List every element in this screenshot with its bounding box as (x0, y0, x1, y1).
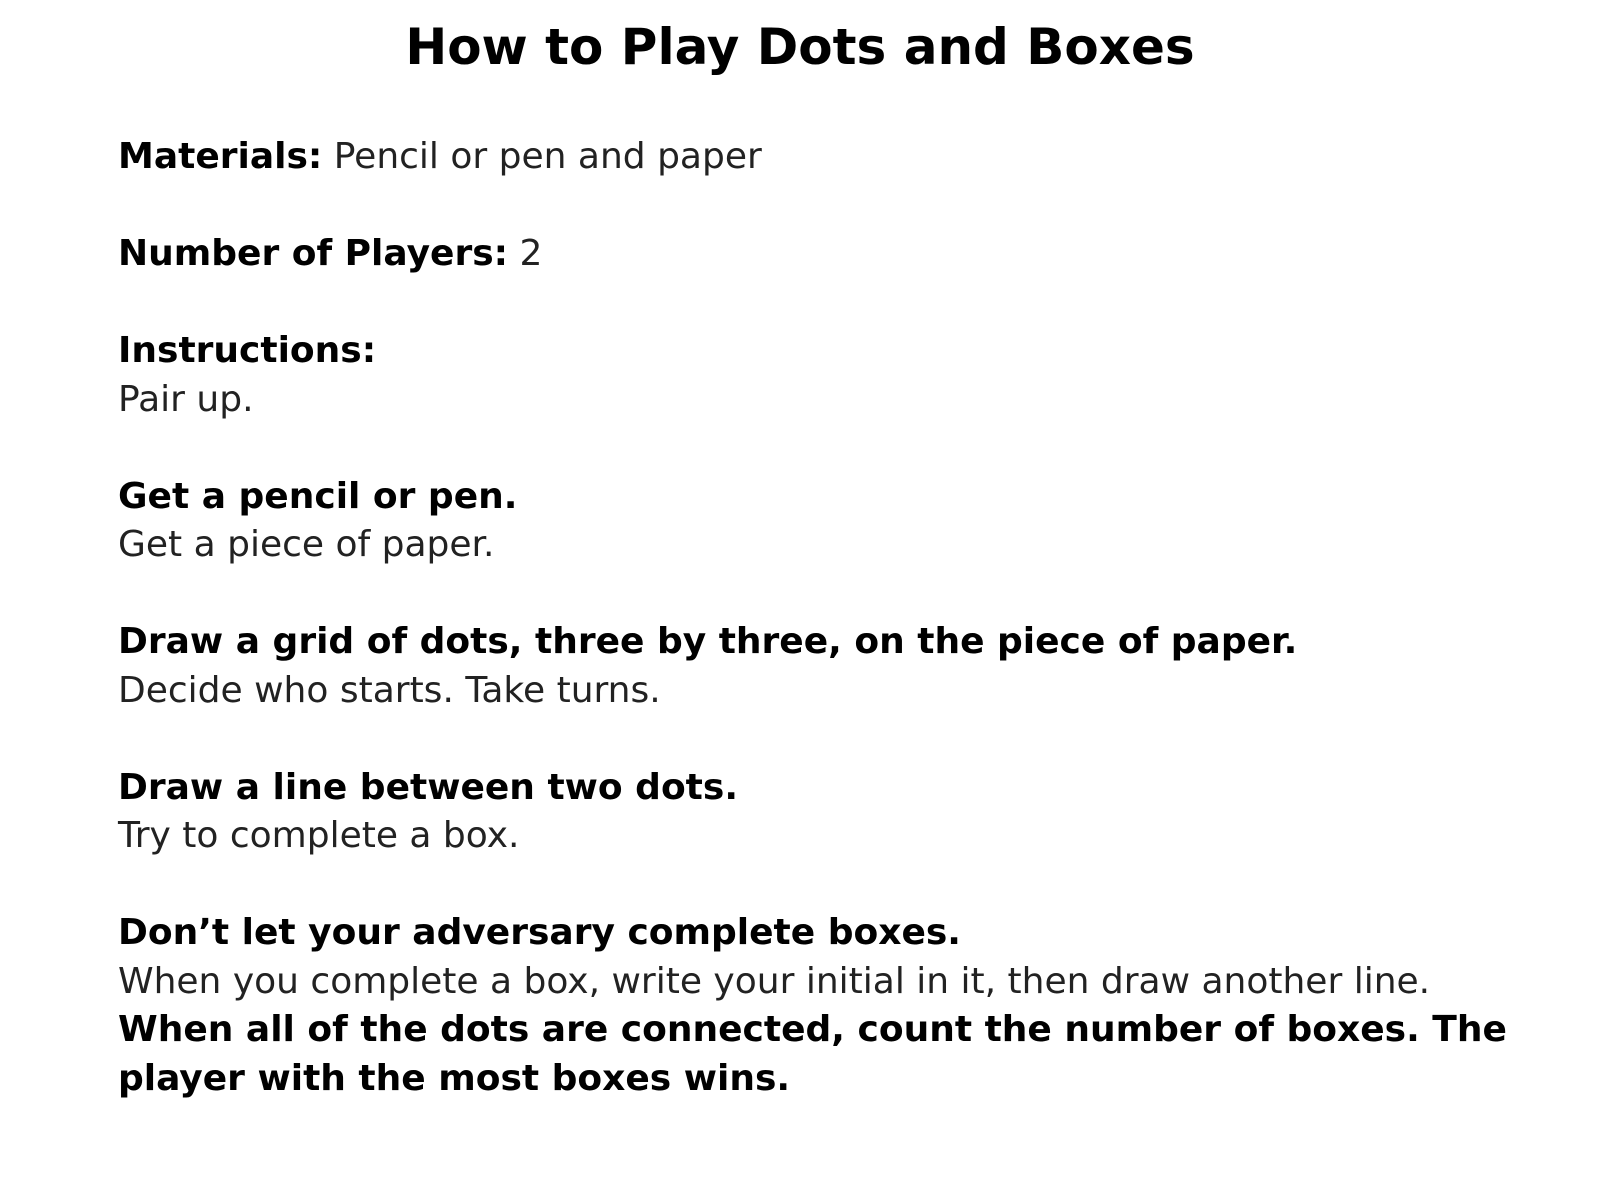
instruction-step: Don’t let your adversary complete boxes. (118, 912, 961, 953)
page-title: How to Play Dots and Boxes (405, 18, 1195, 76)
instruction-step: When all of the dots are connected, count the number of boxes. The player with the most boxes wins. (118, 1009, 1507, 1099)
players-line (118, 230, 1558, 279)
instructions-label: Instructions: (118, 330, 377, 371)
materials-value: Pencil or pen and paper (333, 136, 762, 177)
spacer (118, 570, 1558, 619)
spacer (118, 279, 1558, 328)
materials-label: Materials: (118, 136, 323, 177)
spacer (118, 715, 1558, 764)
spacer (118, 861, 1558, 910)
instruction-step: Decide who starts. Take turns. (118, 669, 661, 711)
instruction-step: When you complete a box, write your initial in it, then draw another line. (118, 960, 1431, 1002)
instruction-step: Draw a grid of dots, three by three, on the piece of paper. (118, 621, 1298, 662)
instruction-step: Get a piece of paper. (118, 524, 495, 565)
materials-line (118, 133, 1558, 182)
instruction-step: Draw a line between two dots. (118, 766, 738, 808)
spacer (118, 182, 1558, 231)
instruction-step: Pair up. (118, 378, 254, 420)
players-label: Number of Players: (118, 233, 509, 274)
instruction-step: Get a pencil or pen. (118, 475, 518, 517)
instructions-body (118, 133, 1558, 1103)
spacer (118, 424, 1558, 473)
players-value: 2 (519, 233, 543, 274)
instruction-step: Try to complete a box. (118, 815, 520, 856)
